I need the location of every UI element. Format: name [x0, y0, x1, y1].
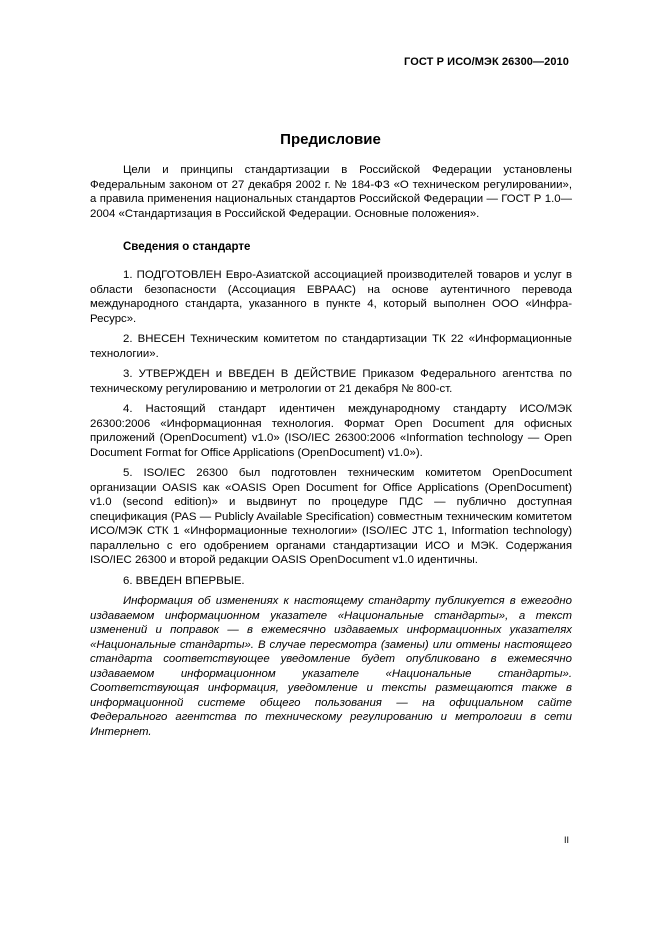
item-5: 5. ISO/IEC 26300 был подготовлен техническим комитетом OpenDocument организации OASIS как «OASIS Open Document for Office Applications (OpenDocument) v1.0 (second edition)» и выдвинут по процедуре ПДС — публично доступная спецификация (PAS — Publicly Available Specification) совместным техническим комитетом ИСО/МЭК СТК 1 «Информационные технологии» (ISO/IEC JTC 1, Information technology) параллельно с его одобрением органами стандартизации ИСО и МЭК. Содержания ISO/IEC 26300 и второй редакции OASIS OpenDocument v1.0 идентичны. [90, 467, 572, 566]
section-title: Сведения о стандарте [123, 241, 251, 253]
item-4: 4. Настоящий стандарт идентичен международному стандарту ИСО/МЭК 26300:2006 «Информационная технология. Формат Open Document для офисных приложений (OpenDocument) v1.0» (ISO/IEC 26300:2006 «Information technology — Open Document Format for Office Applications (OpenDocument) v1.0»). [90, 403, 572, 459]
item-2: 2. ВНЕСЕН Техническим комитетом по стандартизации ТК 22 «Информационные технологии». [90, 333, 572, 360]
page-title: Предисловие [280, 131, 381, 148]
item-1: 1. ПОДГОТОВЛЕН Евро-Азиатской ассоциацией производителей товаров и услуг в области безопасности (Ассоциация ЕВРААС) на основе аутентичного перевода международного стандарта, указанного в пункте 4, который выполнен ООО «Инфра-Ресурс». [90, 269, 572, 325]
document-body [90, 163, 572, 745]
item-3: 3. УТВЕРЖДЕН и ВВЕДЕН В ДЕЙСТВИЕ Приказом Федерального агентства по техническому регулированию и метрологии от 21 декабря № 800-ст. [90, 368, 572, 395]
intro-paragraph: Цели и принципы стандартизации в Российской Федерации установлены Федеральным законом от 27 декабря 2002 г. № 184-ФЗ «О техническом регулировании», а правила применения национальных стандартов Российской Федерации — ГОСТ Р 1.0—2004 «Стандартизация в Российской Федерации. Основные положения». [90, 164, 572, 220]
notice-paragraph: Информация об изменениях к настоящему стандарту публикуется в ежегодно издаваемом информационном указателе «Национальные стандарты», а текст изменений и поправок — в ежемесячно издаваемых информационных указателях «Национальные стандарты». В случае пересмотра (замены) или отмены настоящего стандарта соответствующее уведомление будет опубликовано в ежемесячно издаваемом информационном указателе «Национальные стандарты». Соответствующая информация, уведомление и тексты размещаются также в информационной системе общего пользования — на официальном сайте Федерального агентства по техническому регулированию и метрологии в сети Интернет. [90, 595, 572, 738]
page-number: II [563, 835, 569, 845]
document-header: ГОСТ Р ИСО/МЭК 26300—2010 [404, 56, 569, 68]
item-6: 6. ВВЕДЕН ВПЕРВЫЕ. [123, 574, 245, 587]
